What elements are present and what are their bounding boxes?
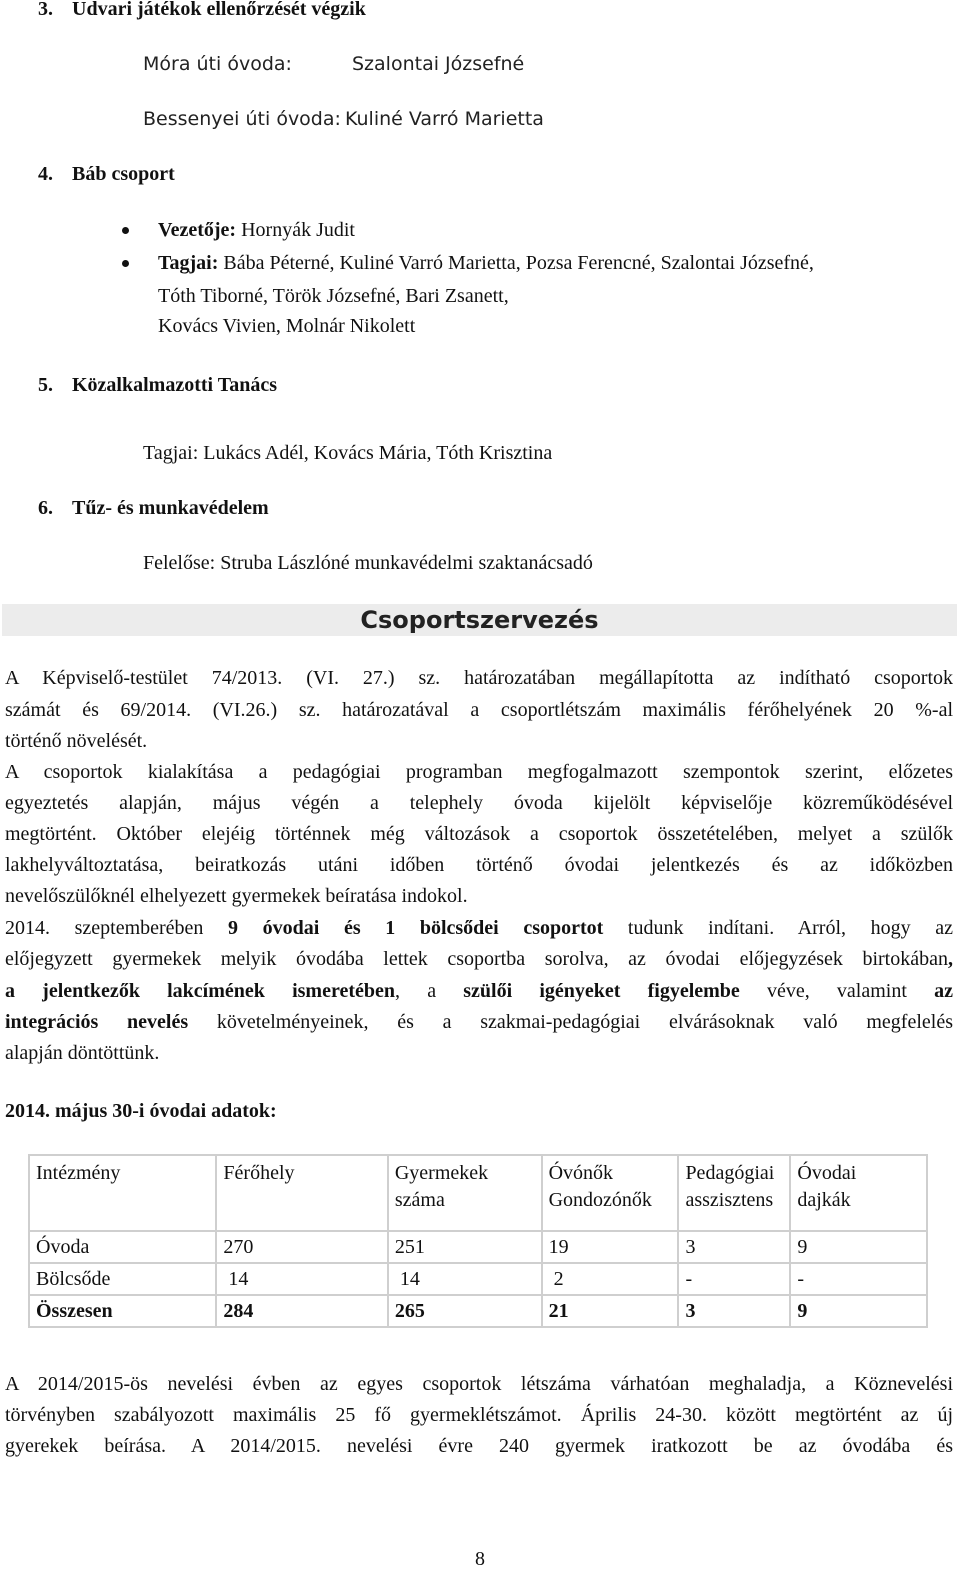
duty-label-mora: Móra úti óvoda: xyxy=(143,53,292,75)
table-cell: Összesen xyxy=(29,1295,216,1327)
paragraph-3-line-1: 2014. szeptemberében 9 óvodai és 1 bölcsődei csoportot tudunk indítani. Arról, hogy az xyxy=(5,917,953,939)
members-line-3: Kovács Vivien, Molnár Nikolett xyxy=(158,315,416,337)
paragraph-2-line-1: A csoportok kialakítása a pedagógiai programban megfogalmazott szempontok szerint, előzetes xyxy=(5,761,953,783)
header-cell: Óvónők Gondozónők xyxy=(542,1155,679,1231)
paragraph-2-line-3: megtörtént. Október elejéig történnek még változások a csoportok összetételében, melyet a szülők xyxy=(5,823,953,845)
section-title: Báb csoport xyxy=(72,163,175,185)
leader-value: Hornyák Judit xyxy=(236,219,355,241)
table-cell: 14 xyxy=(216,1263,387,1295)
section-5-heading xyxy=(38,373,277,397)
section-banner-group-organization: Csoportszervezés xyxy=(2,604,957,636)
paragraph-3-line-4: integrációs nevelés követelményeinek, és a szakmai-pedagógiai elvárásoknak való megfelelés xyxy=(5,1011,953,1033)
table-cell: 9 xyxy=(790,1231,927,1263)
members-line-2: Tóth Tiborné, Török Józsefné, Bari Zsanett, xyxy=(158,285,509,307)
table-cell: 19 xyxy=(542,1231,679,1263)
bullet-icon xyxy=(122,260,129,267)
section-3-heading xyxy=(38,0,366,21)
paragraph-3-line-2: előjegyzett gyermekek melyik óvodába lettek csoportba sorolva, az óvodai előjegyzések birtokában, xyxy=(5,948,953,970)
paragraph-3-line-3: a jelentkezők lakcímének ismeretében, a szülői igényeket figyelembe véve, valamint az xyxy=(5,980,953,1002)
table-row xyxy=(29,1231,927,1263)
header-cell: Gyermekek száma xyxy=(388,1155,542,1231)
paragraph-4-line-1: A 2014/2015-ös nevelési évben az egyes csoportok létszáma várhatóan meghaladja, a Köznevelési xyxy=(5,1373,953,1395)
members-line-1: Bába Péterné, Kuliné Varró Marietta, Pozsa Ferencné, Szalontai Józsefné, xyxy=(218,252,814,274)
table-cell: 265 xyxy=(388,1295,542,1327)
puppet-leader xyxy=(158,218,355,242)
section-title: Udvari játékok ellenőrzését végzik xyxy=(72,0,366,20)
section-number: 3. xyxy=(38,0,53,20)
page-number: 8 xyxy=(475,1548,485,1570)
institution-data-table xyxy=(28,1154,928,1328)
table-row-total xyxy=(29,1295,927,1327)
duty-value-bessenyei: Kuliné Varró Marietta xyxy=(345,108,544,130)
table-cell: 3 xyxy=(678,1231,790,1263)
section-number: 6. xyxy=(38,497,53,519)
section-6-heading xyxy=(38,496,269,520)
header-cell: Óvodai dajkák xyxy=(790,1155,927,1231)
duty-value-mora: Szalontai Józsefné xyxy=(352,53,525,75)
paragraph-1-line-2: számát és 69/2014. (VI.26.) sz. határozatával a csoportlétszám maximális férőhelyének 20 %-al xyxy=(5,699,953,721)
table-cell: 270 xyxy=(216,1231,387,1263)
paragraph-4-line-2: törvényben szabályozott maximális 25 fő gyermeklétszámot. Április 24-30. között megtörtént az új xyxy=(5,1404,953,1426)
paragraph-2-line-2: egyeztetés alapján, május végén a telephely óvoda kijelölt képviselője közreműködésével xyxy=(5,792,953,814)
duty-label-bessenyei: Bessenyei úti óvoda: xyxy=(143,108,341,130)
section-4-heading xyxy=(38,162,175,186)
table-cell: 9 xyxy=(790,1295,927,1327)
table-cell: - xyxy=(678,1263,790,1295)
table-cell: - xyxy=(790,1263,927,1295)
paragraph-2-line-4: lakhelyváltoztatása, beiratkozás utáni időben történő óvodai jelentkezés és az időközben xyxy=(5,854,953,876)
table-cell: 284 xyxy=(216,1295,387,1327)
leader-label: Vezetője: xyxy=(158,219,237,241)
section-title: Közalkalmazotti Tanács xyxy=(72,374,278,396)
table-cell: Bölcsőde xyxy=(29,1263,216,1295)
header-cell: Férőhely xyxy=(216,1155,387,1231)
members-label: Tagjai: xyxy=(158,252,219,274)
puppet-members xyxy=(158,251,814,275)
section-title: Tűz- és munkavédelem xyxy=(72,497,269,519)
table-cell: 21 xyxy=(542,1295,679,1327)
table-header-row xyxy=(29,1155,927,1231)
bullet-icon xyxy=(122,227,129,234)
table-cell: 14 xyxy=(388,1263,542,1295)
table-title: 2014. május 30-i óvodai adatok: xyxy=(5,1100,277,1122)
section-number: 5. xyxy=(38,374,53,396)
table-cell: 3 xyxy=(678,1295,790,1327)
council-members: Tagjai: Lukács Adél, Kovács Mária, Tóth Krisztina xyxy=(143,442,553,464)
header-cell: Intézmény xyxy=(29,1155,216,1231)
paragraph-3-line-5: alapján döntöttünk. xyxy=(5,1042,160,1064)
paragraph-4-line-3: gyerekek beírása. A 2014/2015. nevelési évre 240 gyermek iratkozott be az óvodába és xyxy=(5,1435,953,1457)
table-row xyxy=(29,1263,927,1295)
table-cell: 251 xyxy=(388,1231,542,1263)
table-cell: 2 xyxy=(542,1263,679,1295)
paragraph-1-line-1: A Képviselő-testület 74/2013. (VI. 27.) sz. határozatában megállapította az indítható csoportok xyxy=(5,667,953,689)
paragraph-2-line-5: nevelőszülőknél elhelyezett gyermekek beíratása indokol. xyxy=(5,885,468,907)
header-cell: Pedagógiai asszisztens xyxy=(678,1155,790,1231)
safety-responsible: Felelőse: Struba Lászlóné munkavédelmi szaktanácsadó xyxy=(143,552,593,574)
section-number: 4. xyxy=(38,163,53,185)
paragraph-1-line-3: történő növelését. xyxy=(5,730,148,752)
table-cell: Óvoda xyxy=(29,1231,216,1263)
